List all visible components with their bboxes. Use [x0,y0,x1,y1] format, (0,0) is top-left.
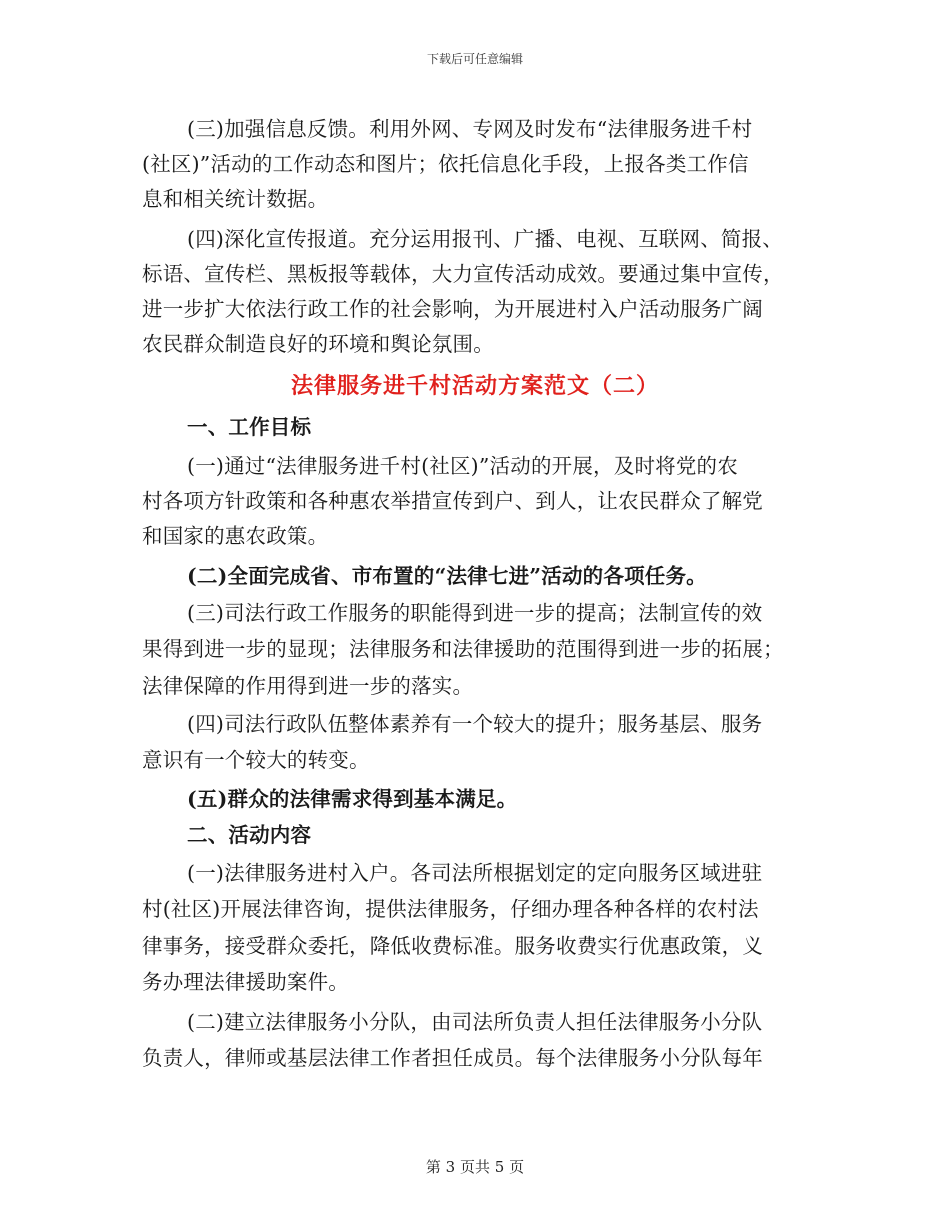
paragraph-line: 务办理法律援助案件。 [142,970,349,994]
paragraph-line: (一)通过“法律服务进千村(社区)”活动的开展，及时将党的农 [187,454,738,478]
document-title: 法律服务进千村活动方案范文（二） [290,373,659,399]
paragraph-line: (四)深化宣传报道。充分运用报刊、广播、电视、互联网、简报、 [187,227,783,251]
paragraph-line: (三)司法行政工作服务的职能得到进一步的提高；法制宣传的效 [187,601,763,625]
page-header: 下载后可任意编辑 [426,52,523,66]
paragraph-line: (四)司法行政队伍整体素养有一个较大的提升；服务基层、服务 [187,712,763,736]
paragraph-line: 村各项方针政策和各种惠农举措宣传到户、到人，让农民群众了解党 [142,489,763,513]
section-heading: 二、活动内容 [187,823,312,847]
section-heading: 一、工作目标 [187,415,312,439]
paragraph-line: 意识有一个较大的转变。 [142,748,370,772]
paragraph-line: 负责人，律师或基层法律工作者担任成员。每个法律服务小分队每年 [142,1046,763,1070]
paragraph-line: (二)全面完成省、市布置的“法律七进”活动的各项任务。 [187,564,707,588]
paragraph-line: (二)建立法律服务小分队，由司法所负责人担任法律服务小分队 [187,1010,763,1034]
paragraph-line: (三)加强信息反馈。利用外网、专网及时发布“法律服务进千村 [187,117,753,141]
paragraph-line: 律事务，接受群众委托，降低收费标准。服务收费实行优惠政策，义 [142,934,763,958]
paragraph-line: 标语、宣传栏、黑板报等载体，大力宣传活动成效。要通过集中宣传， [142,262,784,286]
page-footer: 第 3 页共 5 页 [425,1158,525,1176]
paragraph-line: 果得到进一步的显现；法律服务和法律援助的范围得到进一步的拓展； [142,637,784,661]
paragraph-line: 村(社区)开展法律咨询，提供法律服务，仔细办理各种各样的农村法 [142,897,759,921]
paragraph-line: 进一步扩大依法行政工作的社会影响，为开展进村入户活动服务广阔 [142,297,763,321]
paragraph-line: 法律保障的作用得到进一步的落实。 [142,674,474,698]
paragraph-line: 息和相关统计数据。 [142,187,329,211]
paragraph-line: 和国家的惠农政策。 [142,524,329,548]
paragraph-line: 农民群众制造良好的环境和舆论氛围。 [142,332,494,356]
paragraph-line: (社区)”活动的工作动态和图片；依托信息化手段，上报各类工作信 [142,152,749,176]
paragraph-line: (五)群众的法律需求得到基本满足。 [187,787,518,811]
paragraph-line: (一)法律服务进村入户。各司法所根据划定的定向服务区域进驻 [187,861,763,885]
